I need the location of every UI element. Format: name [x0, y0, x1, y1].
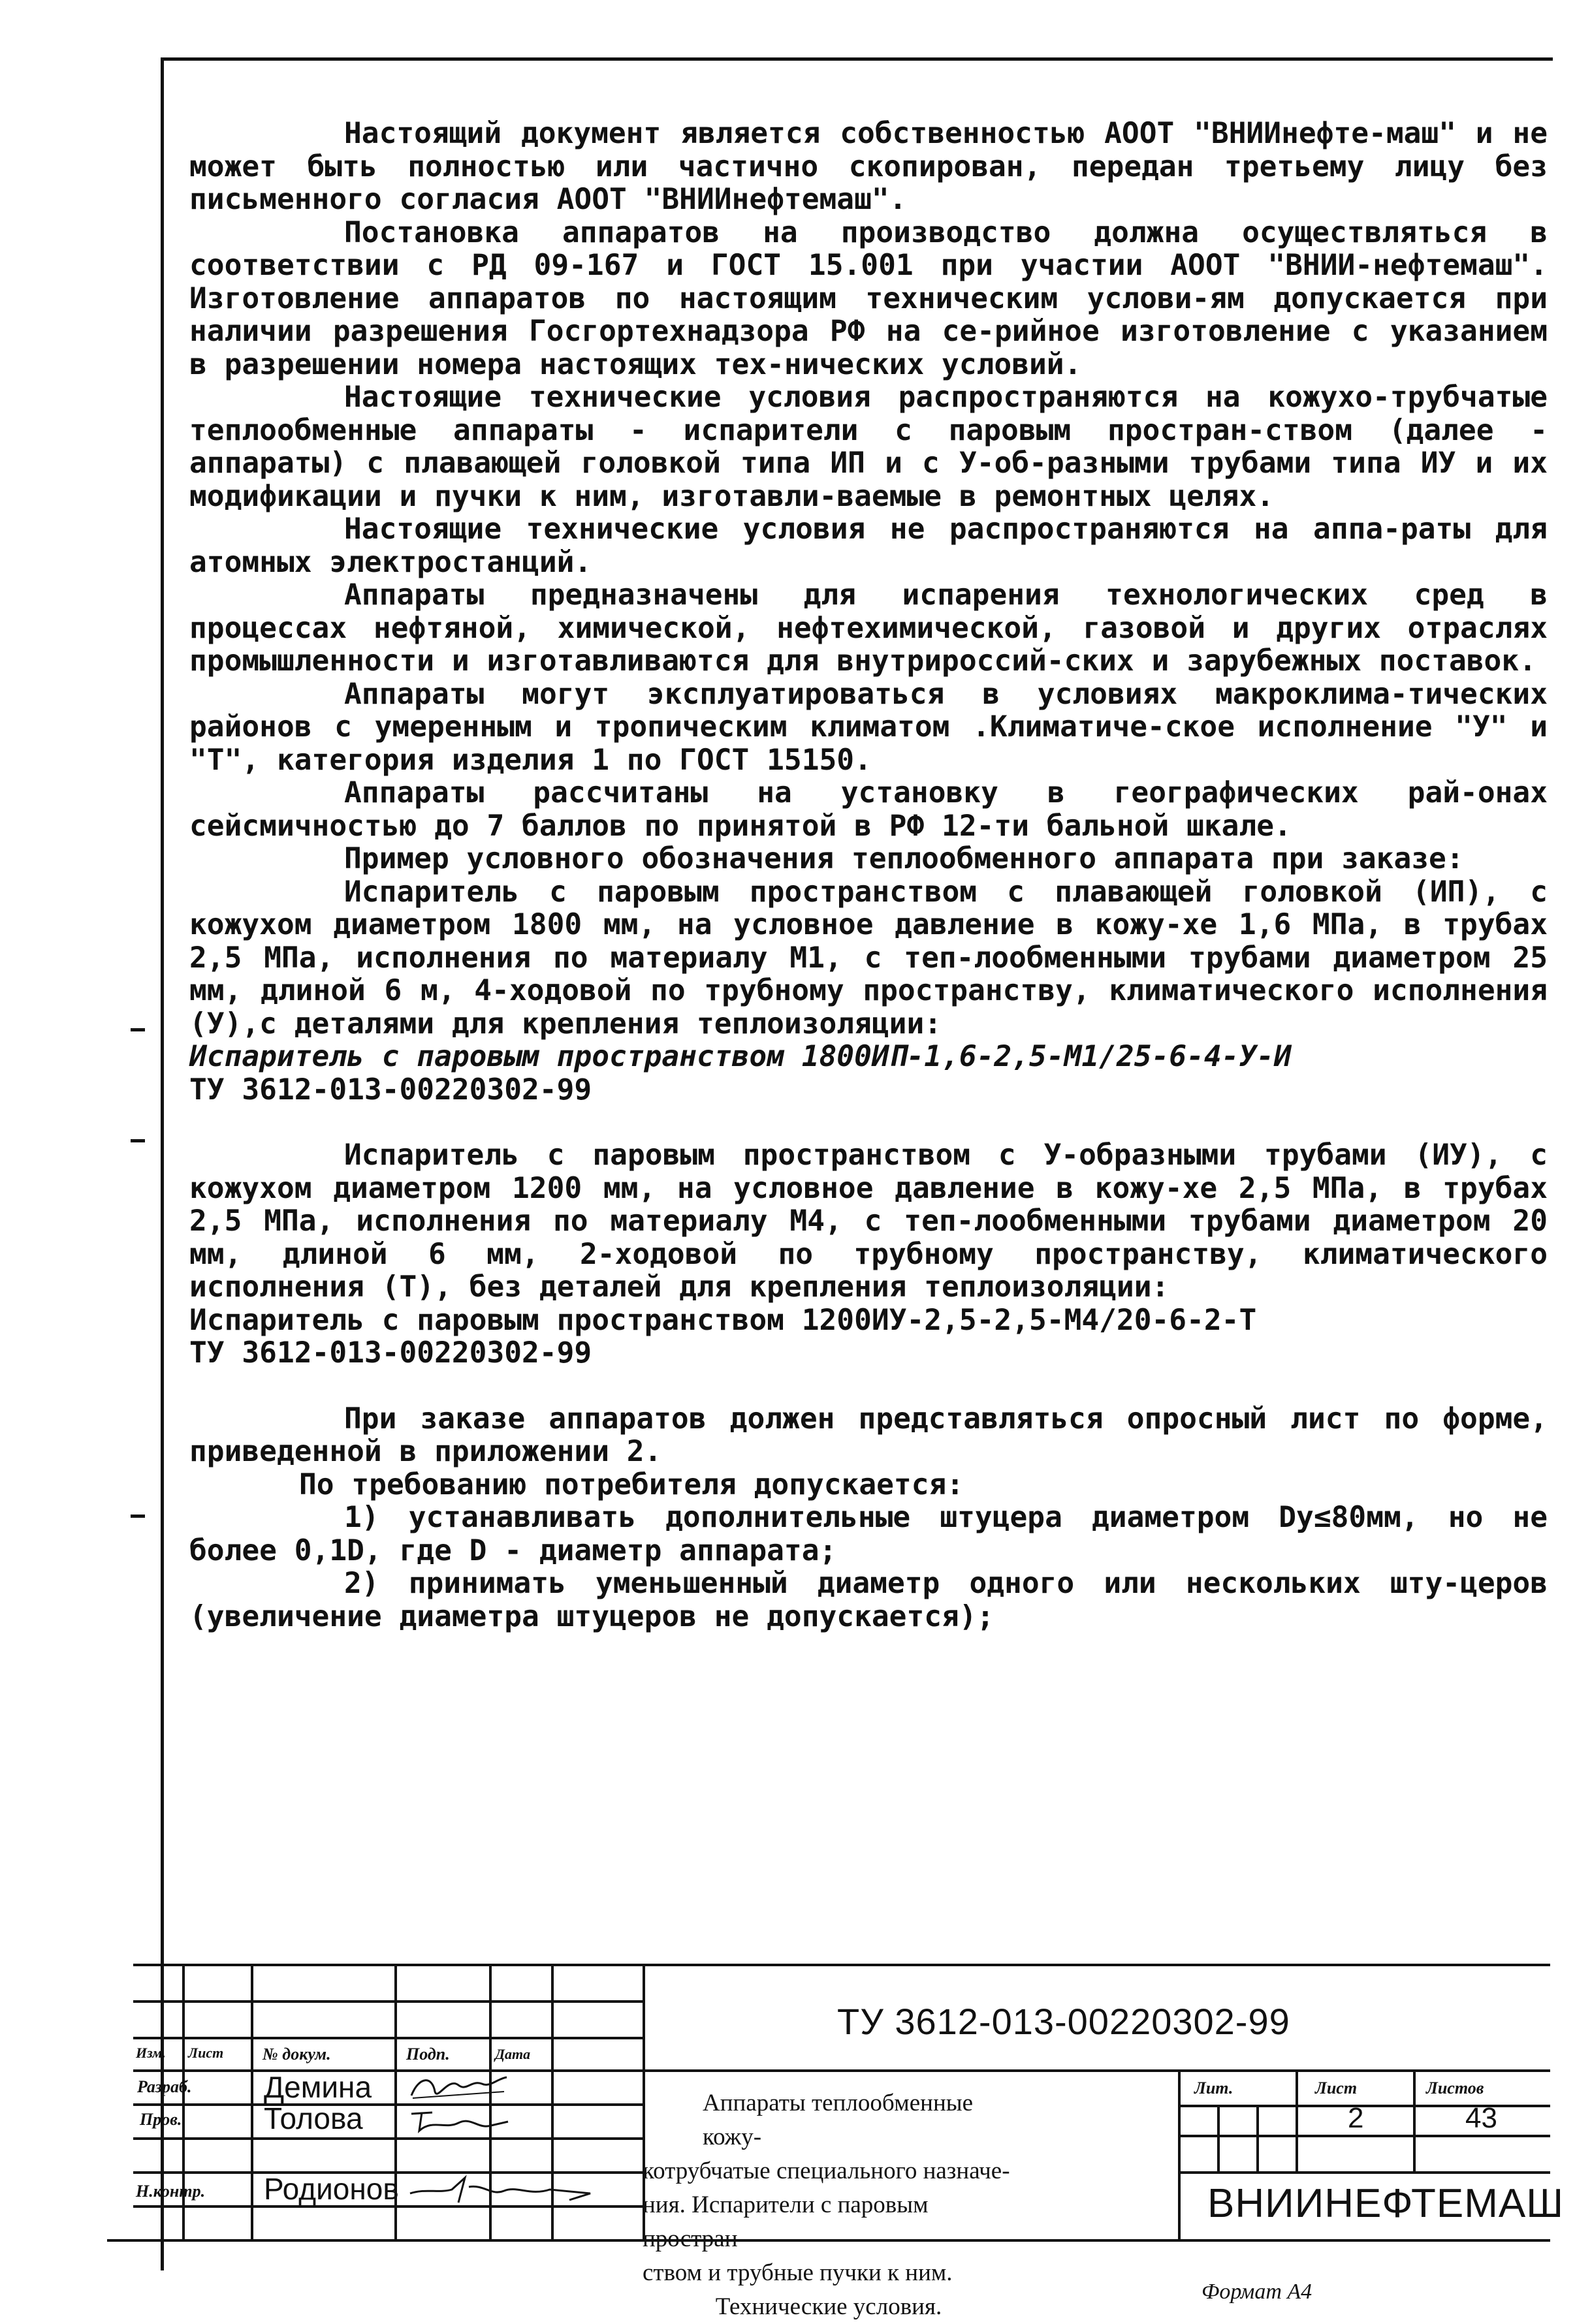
paragraph: Пример условного обозначения теплообменного аппарата при заказе: — [344, 842, 1464, 875]
stamp-line — [1217, 2105, 1220, 2171]
paragraph: Постановка аппаратов на производство должна осуществляться в соответствии с РД 09-167 и ГОСТ 15.001 при участии АООТ "ВНИИ-нефтемаш". Изготовление аппаратов по настоящим техническим услови-ям допускается при наличии разрешения Госгортехнадзора РФ на се-рийное изготовление с указанием в разрешении номера настоящих тех-нических условий. — [189, 215, 1548, 381]
title-line: ния. Испарители с паровым простран- — [643, 2191, 929, 2252]
paragraph: Аппараты могут эксплуатироваться в условиях макроклима-тических районов с умеренным и тропическим климатом .Климатиче-ское исполнение "У" и "Т", категория изделия 1 по ГОСТ 15150. — [189, 677, 1548, 777]
margin-tick — [131, 1515, 145, 1518]
stamp-line — [1256, 2105, 1259, 2171]
normcontrol-name: Родионов — [264, 2172, 399, 2206]
title-line: Аппараты теплообменные кожу- — [703, 2090, 974, 2150]
label-list: Лист — [188, 2045, 224, 2061]
title-line: ством и трубные пучки к ним. — [643, 2259, 953, 2286]
designation-example: Испаритель с паровым пространством 1200ИУ-2,5-2,5-М4/20-6-2-Т — [189, 1303, 1257, 1337]
checker-name: Толова — [264, 2101, 363, 2135]
paragraph: При заказе аппаратов должен представляться опросный лист по форме, приведенной в приложении 2. — [189, 1402, 1548, 1468]
list-item: 2) принимать уменьшенный диаметр одного или нескольких шту-церов (увеличение диаметра штуцеров не допускается); — [189, 1567, 1548, 1633]
list-item: 1) устанавливать дополнительные штуцера диаметром Dy≤80мм, но не более 0,1D, где D - диаметр аппарата; — [189, 1501, 1548, 1567]
title-line: котрубчатые специального назначе- — [643, 2158, 1010, 2184]
role-label: Разраб. — [137, 2077, 192, 2096]
label-izm: Изм. — [136, 2045, 166, 2061]
stamp-line — [1413, 2069, 1416, 2171]
stamp-line — [133, 2137, 643, 2140]
stamp-line — [1178, 2069, 1181, 2239]
title-line: Технические условия. — [715, 2293, 942, 2320]
sheet-value: 2 — [1348, 2102, 1364, 2134]
signature-image — [406, 2072, 511, 2103]
paragraph: По требованию потребителя допускается: — [299, 1468, 964, 1501]
paragraph: Испаритель с паровым пространством с плавающей головкой (ИП), с кожухом диаметром 1800 мм, на условное давление в кожу-хе 1,6 МПа, в трубах 2,5 МПа, исполнения по материалу М1, с теп-лообменными трубами диаметром 25 мм, длиной 6 м, 4-ходовой по трубному пространству, климатического исполнения (У),с деталями для крепления теплоизоляции: — [189, 875, 1548, 1041]
paragraph: Испаритель с паровым пространством с У-образными трубами (ИУ), с кожухом диаметром 1200 мм, на условное давление в кожу-хе 2,5 МПа, в трубах 2,5 МПа, исполнения по материалу М4, с теп-лообменными трубами диаметром 20 мм, длиной 6 мм, 2-ходовой по трубному пространству, климатического исполнения (Т), без деталей для крепления теплоизоляции: — [189, 1138, 1548, 1304]
sheets-label: Листов — [1426, 2079, 1484, 2097]
label-doc: № докум. — [262, 2045, 331, 2064]
label-data: Дата — [495, 2046, 531, 2062]
stamp-line — [1296, 2069, 1298, 2171]
developer-name: Демина — [264, 2070, 372, 2104]
sheets-value: 43 — [1465, 2102, 1497, 2134]
stamp-line — [133, 1964, 1550, 1966]
document-body — [189, 118, 1548, 1633]
stamp-line — [1178, 2135, 1550, 2137]
sheet-label: Лист — [1315, 2079, 1358, 2097]
spec-reference: ТУ 3612-013-00220302-99 — [189, 1073, 592, 1107]
label-podp: Подп. — [406, 2045, 450, 2064]
organization-name: ВНИИНЕФТЕМАШ — [1207, 2181, 1565, 2226]
spec-reference: ТУ 3612-013-00220302-99 — [189, 1336, 592, 1370]
paragraph: Настоящие технические условия распространяются на кожухо-трубчатые теплообменные аппараты - испарители с паровым простран-ством (далее - аппараты) с плавающей головкой типа ИП и с У-об-разными трубами типа ИУ и их модификации и пучки к ним, изготавли-ваемые в ремонтных целях. — [189, 381, 1548, 513]
document-title — [643, 2086, 1015, 2324]
stamp-line — [133, 2000, 643, 2003]
margin-tick — [131, 1139, 145, 1142]
format-label: Формат А4 — [1201, 2280, 1312, 2304]
stamp-line — [133, 2037, 643, 2039]
role-label: Н.контр. — [136, 2182, 206, 2201]
document-number: ТУ 3612-013-00220302-99 — [837, 2001, 1290, 2042]
margin-tick — [131, 1028, 145, 1031]
stamp-line — [133, 2103, 643, 2106]
lit-label: Лит. — [1194, 2079, 1233, 2097]
stamp-line — [1178, 2171, 1550, 2174]
signature-image — [406, 2106, 511, 2137]
paragraph: Настоящие технические условия не распространяются на аппа-раты для атомных электростанций. — [189, 512, 1548, 579]
designation-example: Испаритель с паровым пространством 1800ИП-1,6-2,5-М1/25-6-4-У-И — [189, 1040, 1292, 1073]
role-label: Пров. — [140, 2110, 182, 2129]
paragraph: Аппараты рассчитаны на установку в географических рай-онах сейсмичностью до 7 баллов по принятой в РФ 12-ти бальной шкале. — [189, 776, 1548, 843]
signature-image — [406, 2174, 596, 2206]
stamp-line — [251, 1964, 253, 2239]
paragraph: Аппараты предназначены для испарения технологических сред в процессах нефтяной, химической, нефтехимической, газовой и других отраслях промышленности и изготавливаются для внутрироссий-ских и зарубежных поставок. — [189, 578, 1548, 678]
paragraph: Настоящий документ является собственностью АООТ "ВНИИнефте-маш" и не может быть полностью или частично скопирован, передан третьему лицу без письменного согласия АООТ "ВНИИнефтемаш". — [189, 117, 1548, 216]
